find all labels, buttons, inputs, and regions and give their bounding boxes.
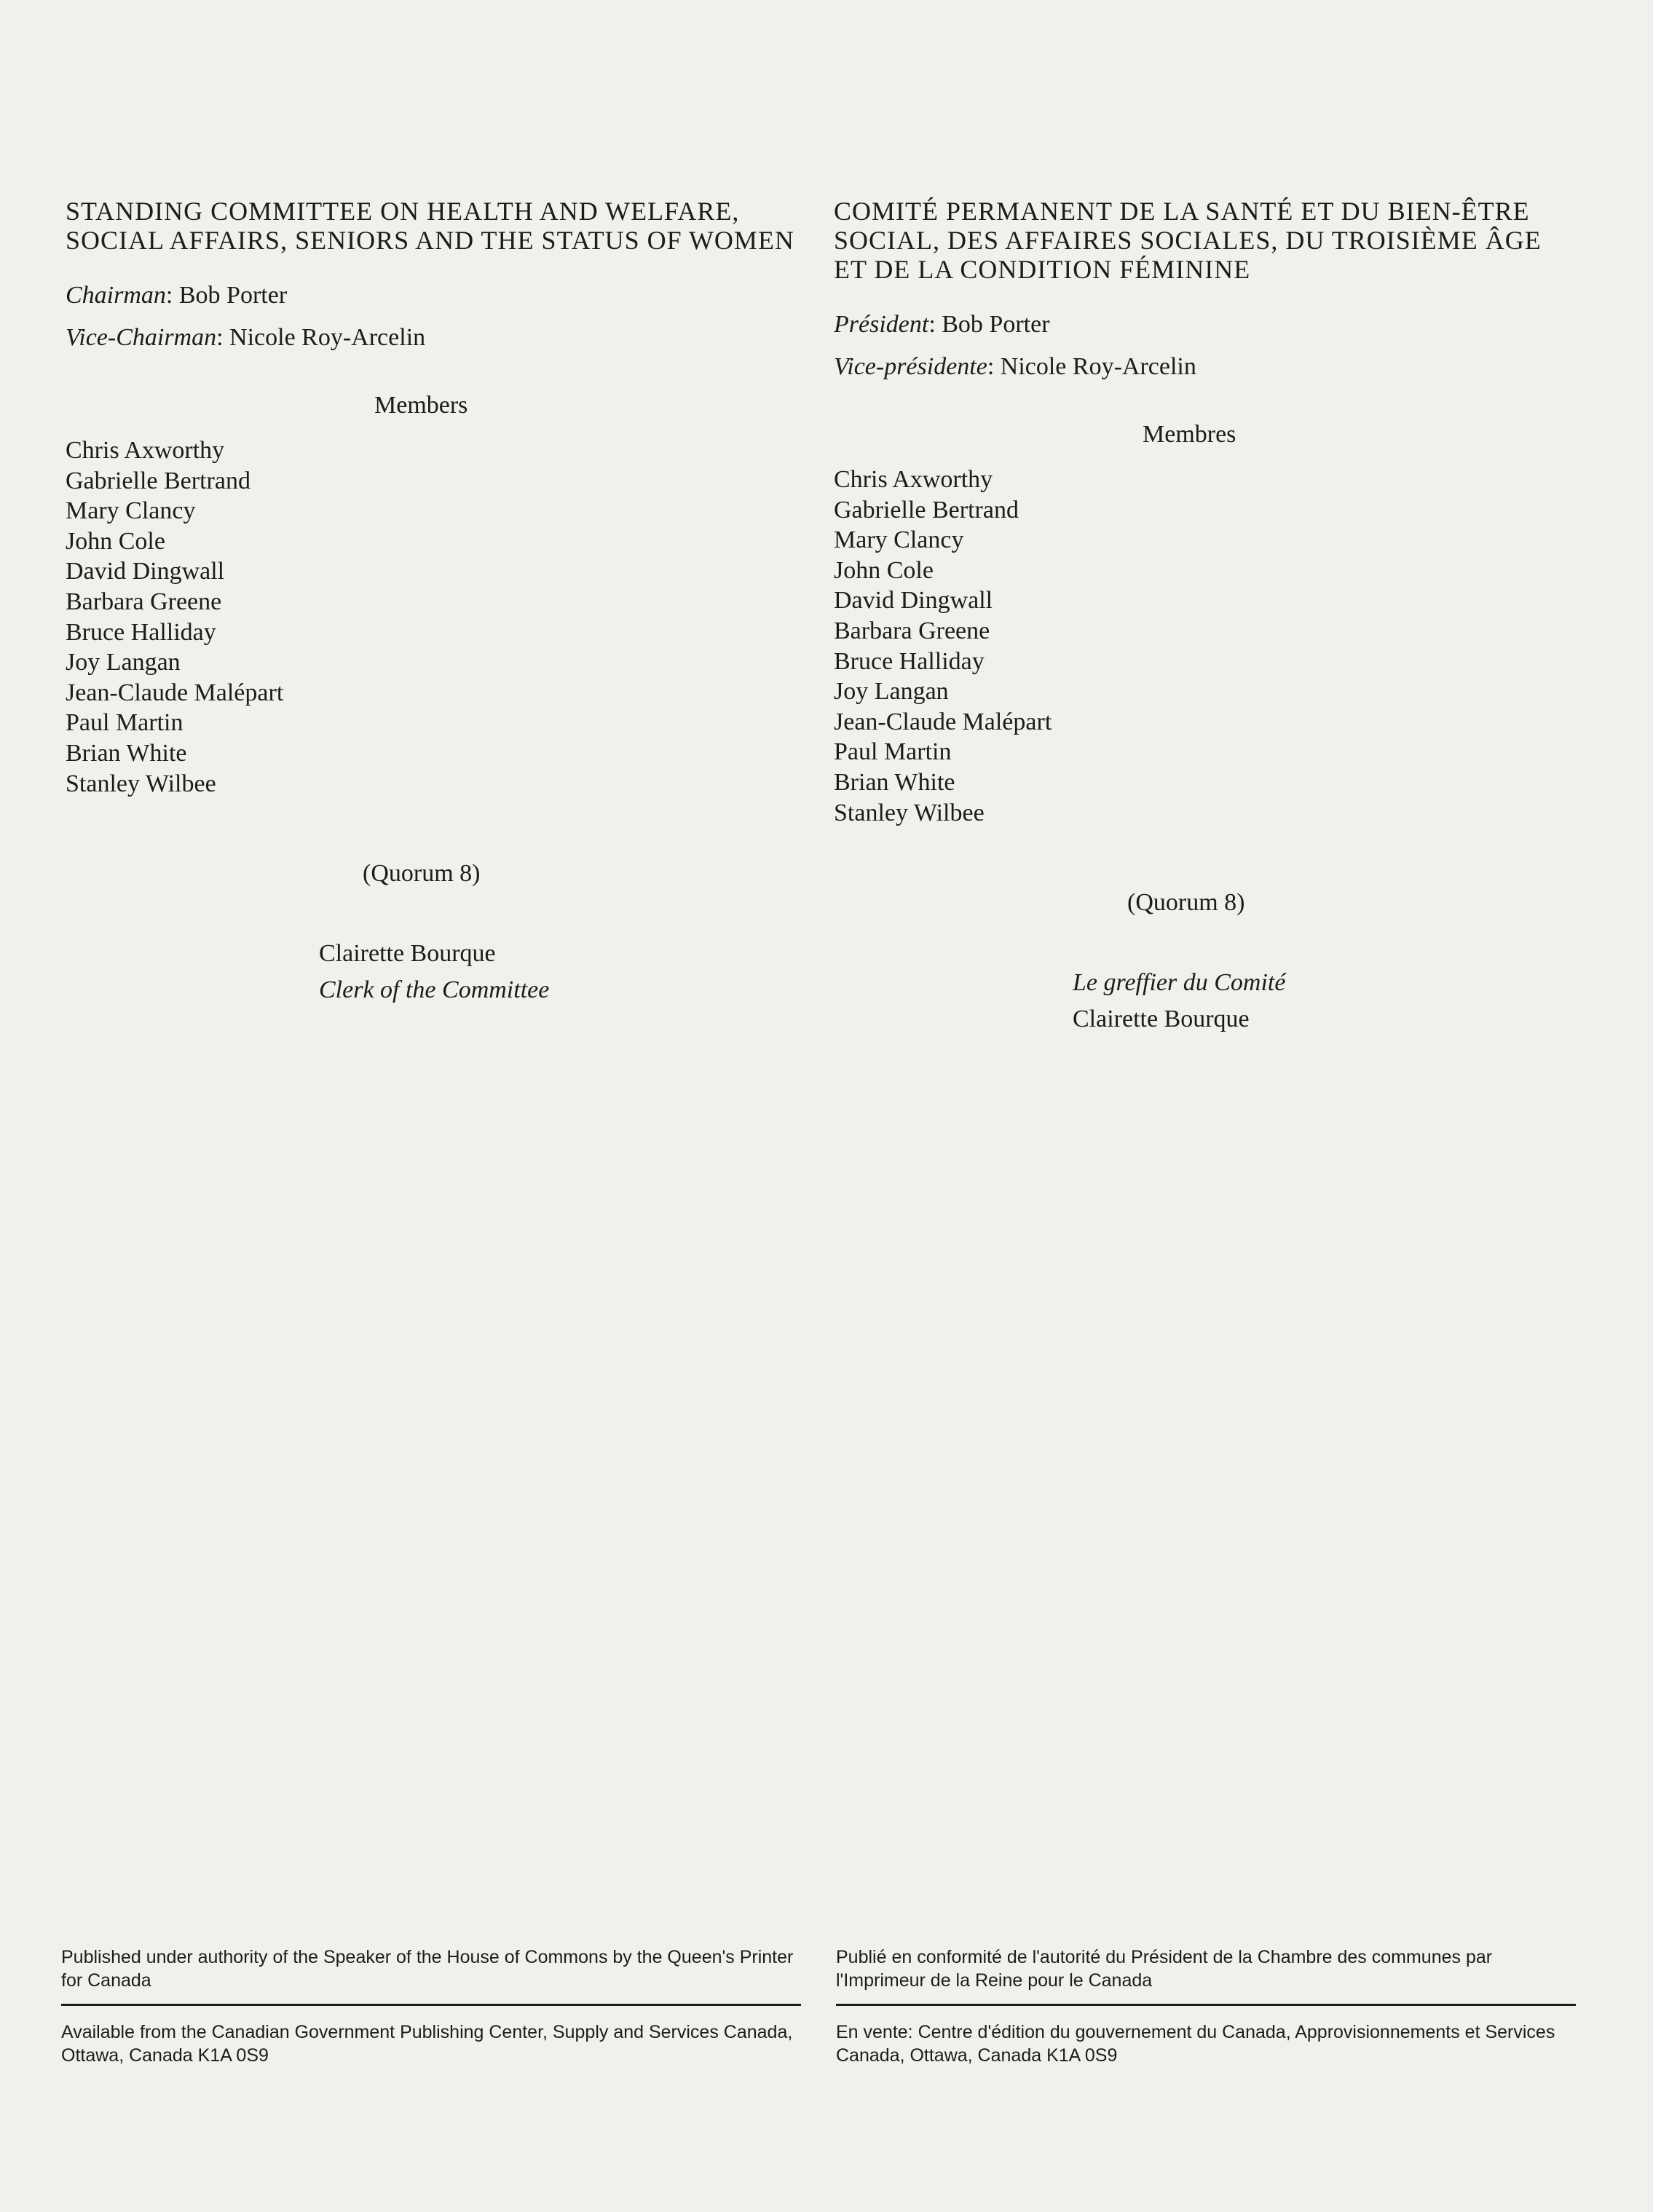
member-name: Brian White: [834, 768, 955, 796]
member-name: Gabrielle Bertrand: [834, 496, 1019, 524]
chairman-role: Chairman: [66, 282, 166, 309]
members-heading-en: Members: [374, 392, 468, 419]
member-name: Chris Axworthy: [834, 466, 993, 493]
member-name: Barbara Greene: [66, 588, 222, 615]
clerk-block-fr: [834, 965, 1569, 1038]
member-name: Jean-Claude Malépart: [66, 679, 284, 706]
member-name: Paul Martin: [66, 709, 184, 737]
publication-footer-fr: [836, 1946, 1576, 2067]
committee-title-fr: COMITÉ PERMANENT DE LA SANTÉ ET DU BIEN-ÊTRE SOCIAL, DES AFFAIRES SOCIALES, DU TROISIÈME ÂGE ET DE LA CONDITION FÉMININE: [834, 197, 1542, 284]
availability-notice-fr: En vente: Centre d'édition du gouvernement du Canada, Approvisionnements et Services Canada, Ottawa, Canada K1A 0S9: [836, 2022, 1555, 2066]
member-name: Gabrielle Bertrand: [66, 467, 250, 494]
clerk-title-fr: Le greffier du Comité: [1073, 969, 1286, 997]
president-line: [834, 310, 1569, 339]
chairman-line: [66, 281, 801, 310]
member-name: Paul Martin: [834, 738, 952, 766]
vice-president-line: [834, 352, 1569, 382]
english-column: [66, 197, 801, 1008]
quorum-fr: (Quorum 8): [1127, 889, 1245, 917]
clerk-name-fr: Clairette Bourque: [1073, 1006, 1250, 1033]
member-name: David Dingwall: [66, 558, 225, 585]
member-list-fr: [834, 465, 1569, 828]
member-name: Mary Clancy: [66, 497, 196, 525]
publication-footer-en: [61, 1946, 801, 2067]
footer-divider-en: [61, 2004, 801, 2006]
quorum-en: (Quorum 8): [363, 860, 481, 888]
member-list-en: [66, 435, 801, 799]
member-name: Jean-Claude Malépart: [834, 708, 1052, 735]
member-name: David Dingwall: [834, 587, 993, 615]
member-name: Stanley Wilbee: [66, 770, 216, 797]
published-notice-en: Published under authority of the Speaker of the House of Commons by the Queen's Printer for Canada: [61, 1947, 794, 1991]
french-column: [834, 197, 1569, 1038]
member-name: Barbara Greene: [834, 617, 990, 644]
clerk-name-en: Clairette Bourque: [319, 940, 496, 968]
vice-chairman-name: : Nicole Roy-Arcelin: [216, 324, 426, 351]
member-name: Stanley Wilbee: [834, 799, 985, 826]
clerk-title-en: Clerk of the Committee: [319, 976, 550, 1004]
officers-en: [66, 281, 801, 352]
vice-president-role: Vice-présidente: [834, 353, 987, 380]
member-name: John Cole: [834, 556, 934, 584]
clerk-block-en: [66, 936, 801, 1008]
president-name: : Bob Porter: [928, 311, 1050, 338]
president-role: Président: [834, 311, 929, 338]
member-name: Bruce Halliday: [834, 647, 985, 675]
members-heading-fr: Membres: [1143, 421, 1236, 448]
published-notice-fr: Publié en conformité de l'autorité du Président de la Chambre des communes par l'Imprimeur de la Reine pour le Canada: [836, 1947, 1493, 1991]
vice-president-name: : Nicole Roy-Arcelin: [987, 353, 1196, 380]
vice-chairman-role: Vice-Chairman: [66, 324, 217, 351]
committee-title-en: STANDING COMMITTEE ON HEALTH AND WELFARE, SOCIAL AFFAIRS, SENIORS AND THE STATUS OF WOMEN: [66, 197, 794, 255]
member-name: Brian White: [66, 739, 187, 767]
member-name: Bruce Halliday: [66, 618, 216, 646]
member-name: John Cole: [66, 527, 165, 555]
member-name: Joy Langan: [834, 678, 949, 706]
footer-divider-fr: [836, 2004, 1576, 2006]
member-name: Joy Langan: [66, 649, 181, 676]
chairman-name: : Bob Porter: [165, 282, 288, 309]
member-name: Chris Axworthy: [66, 437, 225, 464]
vice-chairman-line: [66, 323, 801, 352]
member-name: Mary Clancy: [834, 526, 964, 554]
officers-fr: [834, 310, 1569, 382]
availability-notice-en: Available from the Canadian Government Publishing Center, Supply and Services Canada, Ottawa, Canada K1A 0S9: [61, 2022, 793, 2066]
